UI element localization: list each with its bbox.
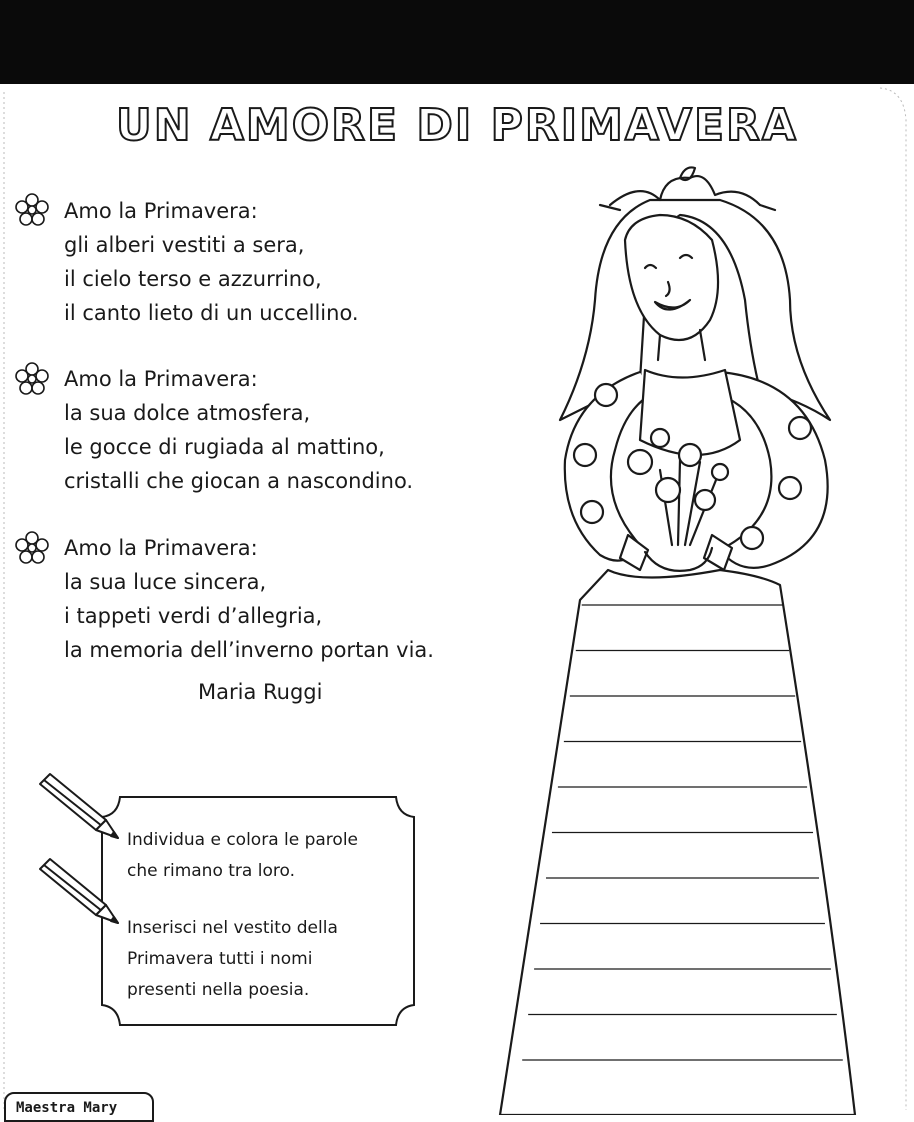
poem-line: il canto lieto di un uccellino. bbox=[64, 301, 359, 325]
instruction-line: Inserisci nel vestito della bbox=[127, 918, 338, 938]
poem-line: gli alberi vestiti a sera, bbox=[64, 233, 305, 257]
poem-line: cristalli che giocan a nascondino. bbox=[64, 469, 414, 493]
poem-line: Amo la Primavera: bbox=[64, 199, 258, 223]
footer-brand: Maestra Mary bbox=[4, 1092, 154, 1122]
poem-line: Amo la Primavera: bbox=[64, 536, 258, 560]
poem-line: le gocce di rugiada al mattino, bbox=[64, 435, 385, 459]
poem-line: la sua dolce atmosfera, bbox=[64, 401, 311, 425]
poem-line: il cielo terso e azzurrino, bbox=[64, 267, 322, 291]
instruction-line: Primavera tutti i nomi bbox=[127, 949, 313, 969]
poem-line: Amo la Primavera: bbox=[64, 367, 258, 391]
instruction-line: presenti nella poesia. bbox=[127, 980, 310, 1000]
poem-line: la memoria dell’inverno portan via. bbox=[64, 638, 434, 662]
instruction-line: che rimano tra loro. bbox=[127, 861, 295, 881]
poem-author: Maria Ruggi bbox=[198, 680, 323, 704]
page-title: UN AMORE DI PRIMAVERA bbox=[116, 100, 798, 151]
poem-line: la sua luce sincera, bbox=[64, 570, 267, 594]
poem-line: i tappeti verdi d’allegria, bbox=[64, 604, 323, 628]
instruction-line: Individua e colora le parole bbox=[127, 830, 359, 850]
